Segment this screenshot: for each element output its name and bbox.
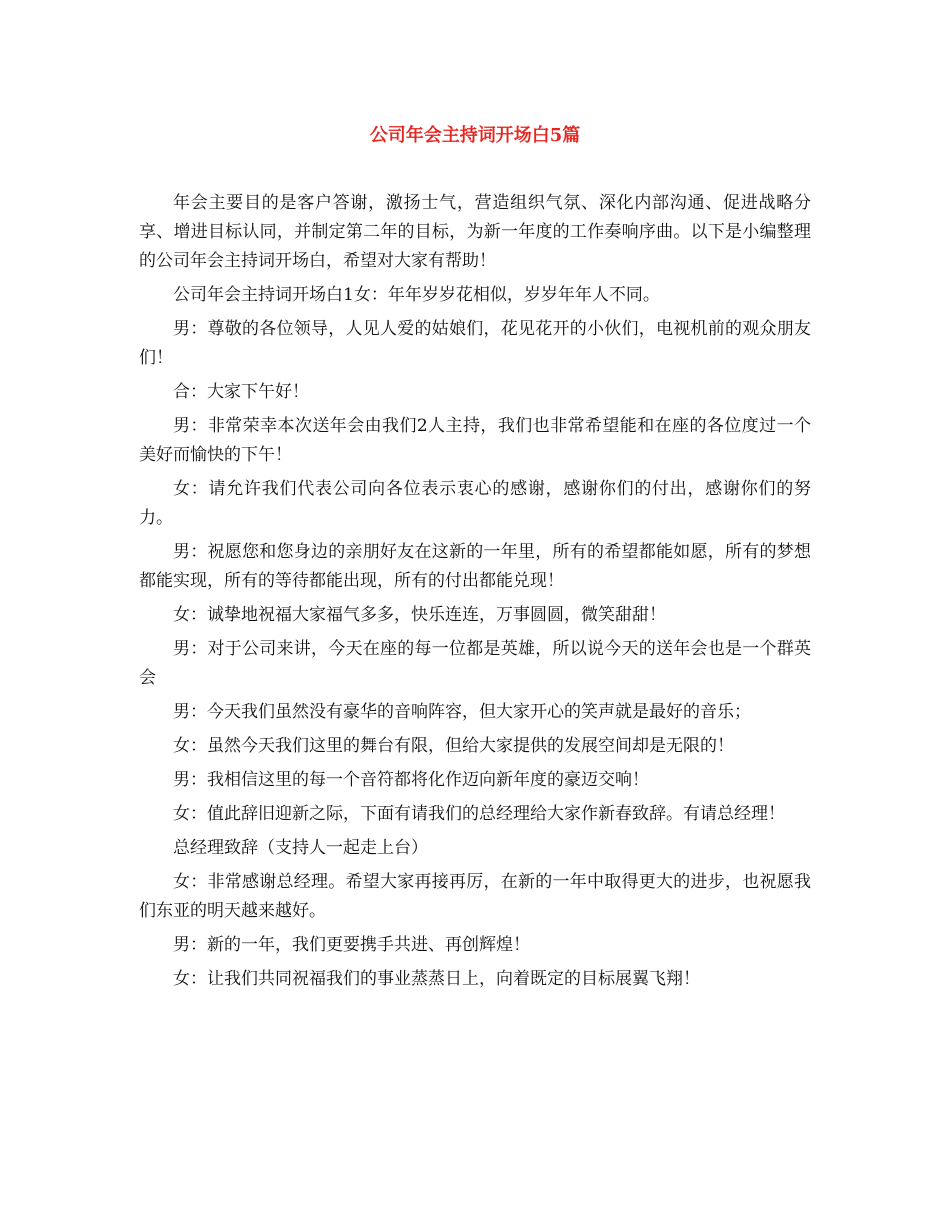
paragraph: 男：我相信这里的每一个音符都将化作迈向新年度的豪迈交响！ xyxy=(173,770,649,790)
paragraph: 男：今天我们虽然没有豪华的音响阵容，但大家开心的笑声就是最好的音乐； xyxy=(173,702,751,722)
paragraph: 女：让我们共同祝福我们的事业蒸蒸日上，向着既定的目标展翼飞翔！ xyxy=(173,969,700,989)
paragraph: 男：非常荣幸本次送年会由我们2人主持，我们也非常希望能和在座的各位度过一个美好而愉快的下午！ xyxy=(139,416,811,465)
paragraph: 公司年会主持词开场白1女：年年岁岁花相似，岁岁年年人不同。 xyxy=(173,285,660,305)
paragraph: 女：值此辞旧迎新之际，下面有请我们的总经理给大家作新春致辞。有请总经理！ xyxy=(173,804,785,824)
paragraph: 男：对于公司来讲，今天在座的每一位都是英雄，所以说今天的送年会也是一个群英会 xyxy=(139,639,811,688)
paragraph: 男：尊敬的各位领导，人见人爱的姑娘们，花见花开的小伙们，电视机前的观众朋友们！ xyxy=(139,319,811,368)
paragraph: 年会主要目的是客户答谢，激扬士气，营造组织气氛、深化内部沟通、促进战略分享、增进目标认同，并制定第二年的目标，为新一年度的工作奏响序曲。以下是小编整理的公司年会主持词开场白，希望对大家有帮助！ xyxy=(139,193,811,271)
paragraph: 女：非常感谢总经理。希望大家再接再厉，在新的一年中取得更大的进步，也祝愿我们东亚的明天越来越好。 xyxy=(139,872,811,921)
paragraph: 合：大家下午好！ xyxy=(173,382,309,402)
document-title: 公司年会主持词开场白5篇 xyxy=(369,125,581,146)
paragraph: 男：新的一年，我们更要携手共进、再创辉煌！ xyxy=(173,935,530,955)
paragraph: 女：诚挚地祝福大家福气多多，快乐连连，万事圆圆，微笑甜甜！ xyxy=(173,605,666,625)
document-body xyxy=(139,189,811,999)
paragraph: 女：请允许我们代表公司向各位表示衷心的感谢，感谢你们的付出，感谢你们的努力。 xyxy=(139,479,811,528)
paragraph: 男：祝愿您和您身边的亲朋好友在这新的一年里，所有的希望都能如愿，所有的梦想都能实现，所有的等待都能出现，所有的付出都能兑现！ xyxy=(139,542,811,591)
paragraph: 女：虽然今天我们这里的舞台有限，但给大家提供的发展空间却是无限的！ xyxy=(173,736,734,756)
paragraph: 总经理致辞（支持人一起走上台） xyxy=(173,838,428,858)
